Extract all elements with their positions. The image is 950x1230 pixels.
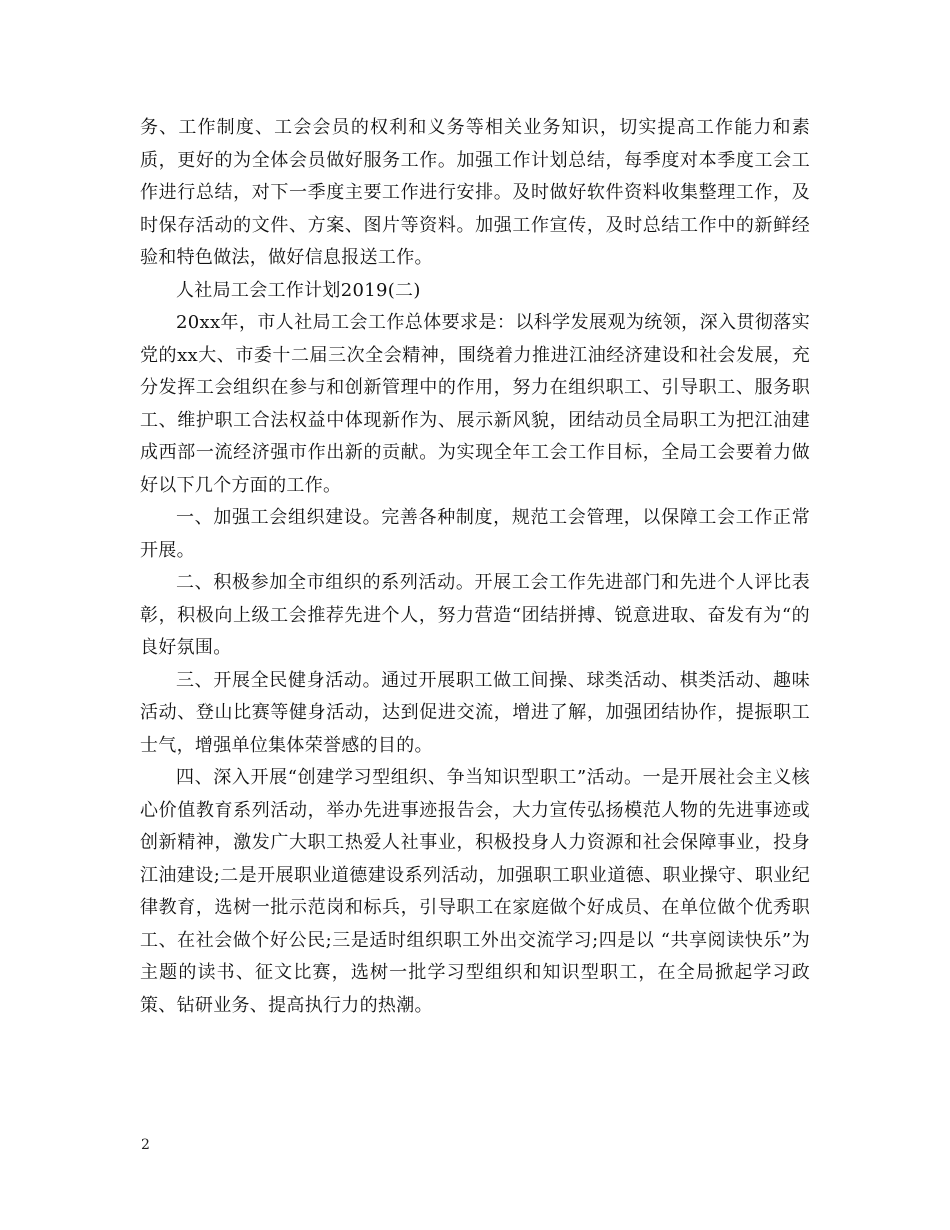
paragraph-continuation: 务、工作制度、工会会员的权利和义务等相关业务知识，切实提高工作能力和素质，更好的为全体会员做好服务工作。加强工作计划总结，每季度对本季度工会工作进行总结，对下一季度主要工作进行安排。及时做好软件资料收集整理工作，及时保存活动的文件、方案、图片等资料。加强工作宣传，及时总结工作中的新鲜经验和特色做法，做好信息报送工作。 bbox=[140, 117, 810, 268]
page-number: 2 bbox=[141, 1137, 150, 1153]
paragraph-item-1: 一、加强工会组织建设。完善各种制度，规范工会管理，以保障工会工作正常开展。 bbox=[140, 507, 810, 561]
document-body bbox=[140, 112, 810, 1022]
section-heading: 人社局工会工作计划2019(二) bbox=[176, 279, 421, 301]
paragraph-item-4: 四、深入开展“创建学习型组织、争当知识型职工”活动。一是开展社会主义核心价值教育系列活动，举办先进事迹报告会，大力宣传弘扬模范人物的先进事迹或创新精神，激发广大职工热爱人社事业，积极投身人力资源和社会保障事业，投身江油建设;二是开展职业道德建设系列活动，加强职工职业道德、职业操守、职业纪律教育，选树一批示范岗和标兵，引导职工在家庭做个好成员、在单位做个优秀职工、在社会做个好公民;三是适时组织职工外出交流学习;四是以 “共享阅读快乐”为主题的读书、征文比赛，选树一批学习型组织和知识型职工，在全局掀起学习政策、钻研业务、提高执行力的热潮。 bbox=[140, 767, 810, 1016]
paragraph-item-2: 二、积极参加全市组织的系列活动。开展工会工作先进部门和先进个人评比表彰，积极向上级工会推荐先进个人，努力营造“团结拼搏、锐意进取、奋发有为“的良好氛围。 bbox=[140, 572, 810, 658]
paragraph-overview: 20xx年，市人社局工会工作总体要求是：以科学发展观为统领，深入贯彻落实党的xx大、市委十二届三次全会精神，围绕着力推进江油经济建设和社会发展，充分发挥工会组织在参与和创新管理中的作用，努力在组织职工、引导职工、服务职工、维护职工合法权益中体现新作为、展示新风貌，团结动员全局职工为把江油建成西部一流经济强市作出新的贡献。为实现全年工会工作目标，全局工会要着力做好以下几个方面的工作。 bbox=[140, 312, 810, 496]
paragraph-item-3: 三、开展全民健身活动。通过开展职工做工间操、球类活动、棋类活动、趣味活动、登山比赛等健身活动，达到促进交流，增进了解，加强团结协作，提振职工士气，增强单位集体荣誉感的目的。 bbox=[140, 669, 810, 756]
